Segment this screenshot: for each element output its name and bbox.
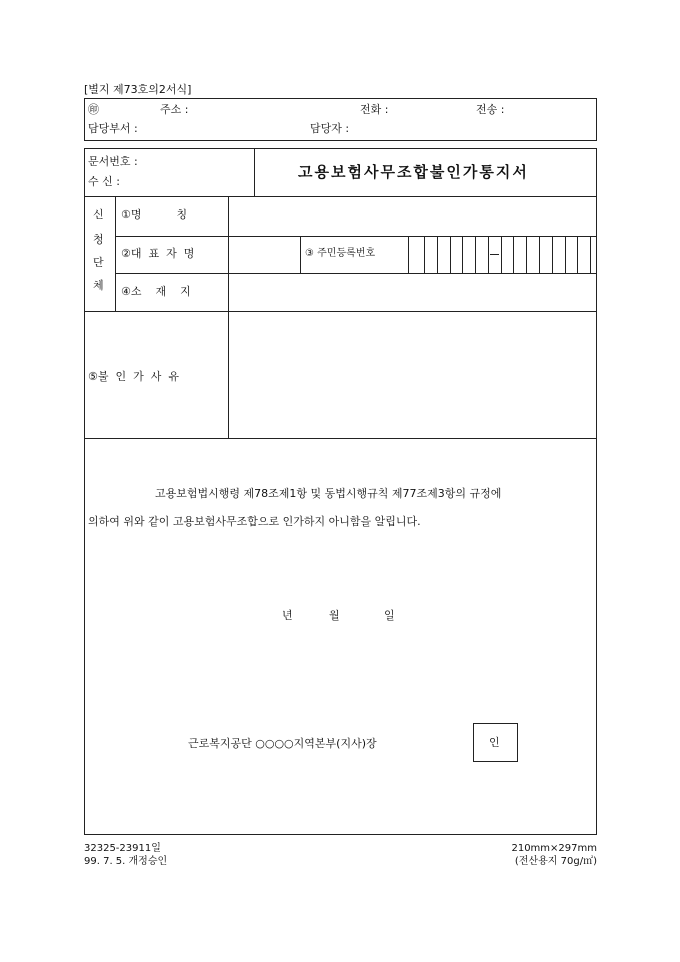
resident-number-cell-divider xyxy=(488,236,489,273)
paper-size: 210mm×297mm xyxy=(511,843,597,854)
resident-number-cell-divider xyxy=(526,236,527,273)
date-day-label: 일 xyxy=(384,609,395,622)
applicant-side-char: 단 xyxy=(93,256,104,269)
date-year-label: 년 xyxy=(282,609,293,622)
resident-number-cell-divider xyxy=(552,236,553,273)
doc-number-label: 문서번호 : xyxy=(88,155,138,168)
applicant-side-char: 청 xyxy=(93,233,104,246)
form-code: 32325-23911일 xyxy=(84,843,161,854)
divider xyxy=(115,196,116,311)
date-month-label: 월 xyxy=(329,609,340,622)
resident-number-cell-divider xyxy=(539,236,540,273)
divider xyxy=(84,196,597,197)
name-label: ①명 칭 xyxy=(121,208,188,221)
divider xyxy=(115,273,597,274)
resident-number-cell-divider xyxy=(577,236,578,273)
dept-label: 담당부서 : xyxy=(88,122,138,135)
applicant-side-char: 체 xyxy=(93,279,104,292)
recipient-label: 수 신 : xyxy=(88,175,120,188)
resident-number-cell-divider xyxy=(513,236,514,273)
divider xyxy=(228,196,229,438)
resident-number-cell-divider xyxy=(590,236,591,273)
divider xyxy=(84,311,597,312)
reason-label: ⑤불 인 가 사 유 xyxy=(88,370,179,383)
paper-type: (전산용지 70g/㎡) xyxy=(514,856,597,867)
issuer-name: 근로복지공단 ○○○○지역본부(지사)장 xyxy=(188,737,377,750)
divider xyxy=(408,236,409,273)
form-label: [별지 제73호의2서식] xyxy=(84,83,192,96)
resident-number-dash xyxy=(490,254,499,255)
resident-number-cell-divider xyxy=(462,236,463,273)
fax-label: 전송 : xyxy=(476,103,505,116)
body-line-2: 의하여 위와 같이 고용보험사무조합으로 인가하지 아니함을 알립니다. xyxy=(88,515,421,528)
document-title: 고용보험사무조합불인가통지서 xyxy=(298,163,529,181)
applicant-side-char: 신 xyxy=(93,208,104,221)
resident-number-cell-divider xyxy=(565,236,566,273)
approval-date: 99. 7. 5. 개정승인 xyxy=(84,856,168,867)
resident-number-cell-divider xyxy=(475,236,476,273)
representative-label: ②대 표 자 명 xyxy=(121,247,195,260)
resident-number-cell-divider xyxy=(424,236,425,273)
resident-number-cell-divider xyxy=(450,236,451,273)
divider xyxy=(115,236,597,237)
address-label: 주소 : xyxy=(160,103,189,116)
phone-label: 전화 : xyxy=(360,103,389,116)
divider xyxy=(254,148,255,196)
location-label: ④소 재 지 xyxy=(121,285,191,298)
seal-label: 인 xyxy=(489,736,500,749)
person-label: 담당자 : xyxy=(310,122,350,135)
resident-number-cell-divider xyxy=(437,236,438,273)
resident-number-label: ③ 주민등록번호 xyxy=(305,248,376,259)
divider xyxy=(300,236,301,273)
seal-mark: ㊞ xyxy=(88,103,99,116)
body-line-1: 고용보험법시행령 제78조제1항 및 동법시행규칙 제77조제3항의 규정에 xyxy=(155,487,502,500)
resident-number-cell-divider xyxy=(501,236,502,273)
divider xyxy=(84,438,597,439)
